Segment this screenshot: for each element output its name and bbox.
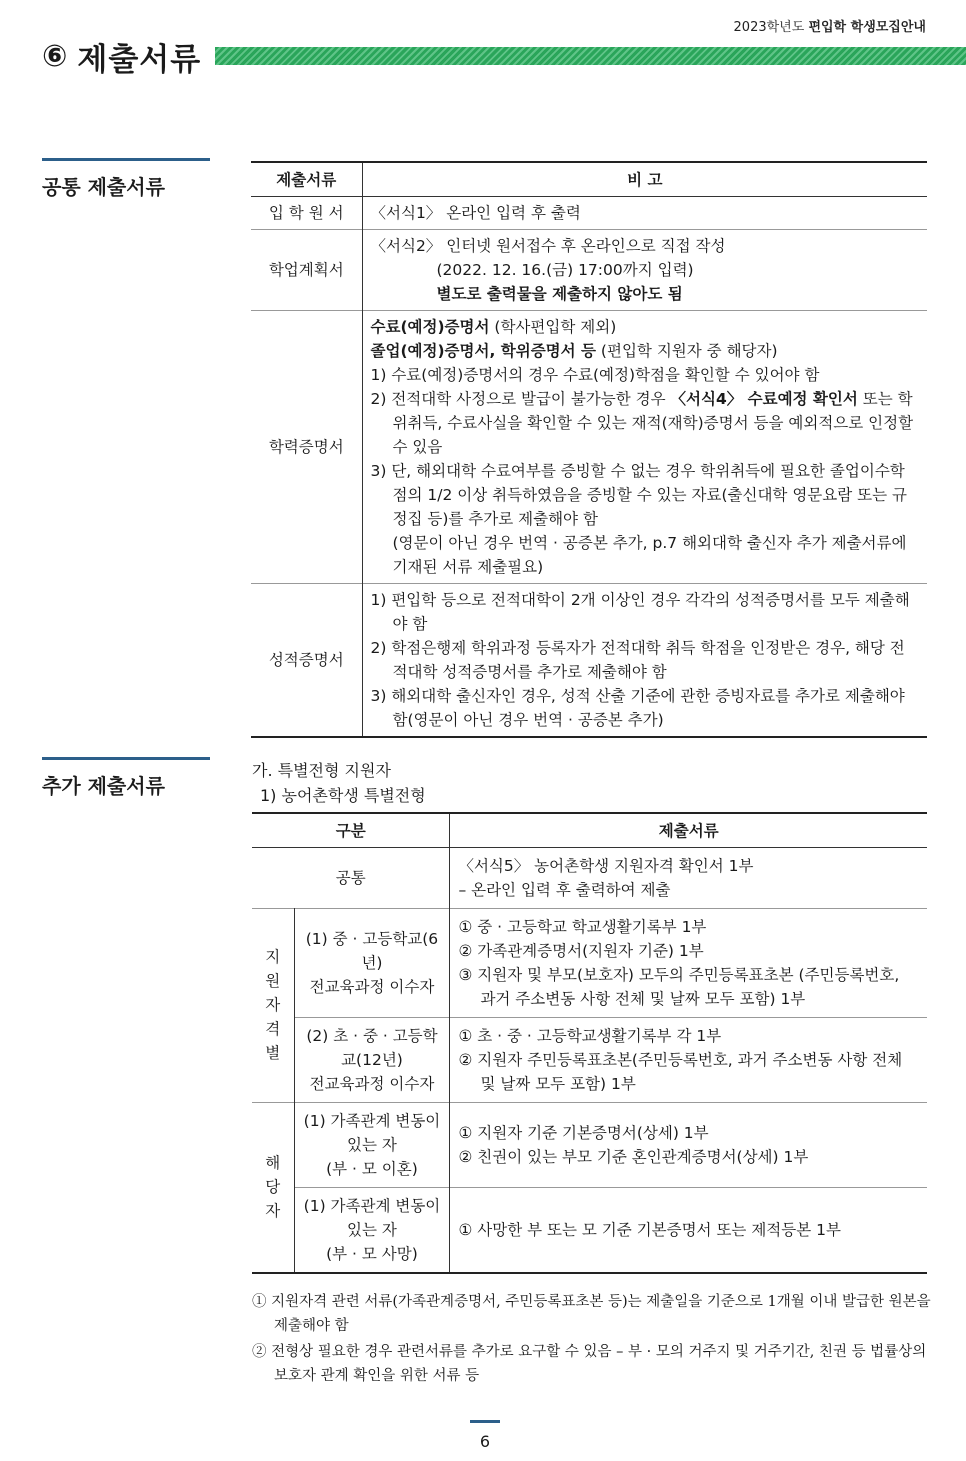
additional-subheadings [252,758,426,808]
category-cell [294,1017,450,1102]
category-line: (1) 중 · 고등학교(6년) [305,929,439,972]
vertical-char: 지 [265,948,281,966]
vertical-char: 해 [265,1154,281,1172]
remark-text: (편입학 지원자 중 해당자) [596,341,778,360]
doc-line: ② 가족관계증명서(지원자 기준) 1부 [458,941,704,960]
remark-bold: 〈서식4〉 수료예정 확인서 [670,389,858,408]
remark-line: 〈서식2〉 인터넷 원서접수 후 온라인으로 직접 작성 [370,236,726,255]
doc-name: 입 학 원 서 [251,196,362,229]
doc-line: ① 초 · 중 · 고등학교생활기록부 각 1부 [458,1026,722,1045]
table-row [251,583,927,737]
remark-line [371,315,920,339]
doc-name: 성적증명서 [251,583,362,737]
section-title [42,36,966,76]
docs-cell [450,908,927,1017]
subheading-rural: 1) 농어촌학생 특별전형 [260,786,426,805]
vertical-char: 원 [265,972,281,990]
remark-line [371,339,920,363]
doc-line: ① 지원자 기준 기본증명서(상세) 1부 [458,1123,709,1142]
group-label-qualification [252,908,294,1102]
vertical-char: 당 [265,1178,281,1196]
remark-line: (영문이 아닌 경우 번역 · 공증본 추가, p.7 해외대학 출신자 추가 제출서류에 기재된 서류 제출필요) [392,533,907,576]
footnotes [252,1290,932,1390]
table-row [252,908,927,1017]
common-docs-table [251,161,927,738]
remark-text: 2) 전적대학 사정으로 발급이 불가능한 경우 [370,389,671,408]
table-header-row [252,813,927,847]
docs-cell [450,1102,927,1187]
section-title-text: 제출서류 [77,41,202,78]
common-docs-label: 공통 제출서류 [42,158,210,200]
doc-line: ② 지원자 주민등록표초본(주민등록번호, 과거 주소변동 사항 전체 및 날짜 모두 포함) 1부 [458,1050,903,1093]
col-header-category: 구분 [252,813,450,847]
doc-remark [362,196,927,229]
remark-line [371,387,920,459]
doc-name: 학업계획서 [251,229,362,310]
rural-docs-table [252,812,927,1274]
doc-name: 학력증명서 [251,310,362,583]
page-number-rule [470,1420,500,1423]
category-line: 전교육과정 이수자 [309,1074,435,1093]
col-header-docs: 제출서류 [450,813,927,847]
category-common: 공통 [252,847,450,908]
remark-line: 2) 학점은행제 학위과정 등록자가 전적대학 취득 학점을 인정받은 경우, 해당 전적대학 성적증명서를 추가로 제출해야 함 [370,638,905,681]
footnote: ① 지원자격 관련 서류(가족관계증명서, 주민등록표초본 등)는 제출일을 기준으로 1개월 이내 발급한 원본을 제출해야 함 [252,1294,931,1334]
remark-line: 〈서식1〉 온라인 입력 후 출력 [370,203,581,222]
docs-cell [450,1187,927,1273]
remark-bold: 졸업(예정)증명서, 학위증명서 등 [370,341,596,360]
vertical-char: 자 [265,996,281,1014]
doc-line: 〈서식5〉 농어촌학생 지원자격 확인서 1부 [458,856,754,875]
page-number: 6 [479,1432,491,1451]
remark-bold: 수료(예정)증명서 [370,317,490,336]
table-row [251,229,927,310]
doc-line: ① 사망한 부 또는 모 기준 기본증명서 또는 제적등본 1부 [458,1220,841,1239]
category-line: (1) 가족관계 변동이 있는 자 [303,1196,441,1239]
section-number: ⑥ [42,38,68,74]
subheading-special: 가. 특별전형 지원자 [252,761,391,780]
doc-line: ① 중 · 고등학교 학교생활기록부 1부 [458,917,707,936]
remark-line: (2022. 12. 16.(금) 17:00까지 입력) [436,260,694,279]
header-title: 편입학 학생모집안내 [808,20,926,35]
group-label-applicable [252,1102,294,1273]
table-row [252,847,927,908]
footnote: ② 전형상 필요한 경우 관련서류를 추가로 요구할 수 있음 – 부 · 모의 거주지 및 거주기간, 친권 등 법률상의 보호자 관계 확인을 위한 서류 등 [252,1344,927,1384]
category-cell [294,1187,450,1273]
docs-cell [450,1017,927,1102]
category-line: 전교육과정 이수자 [309,977,435,996]
docs-cell [450,847,927,908]
table-row [252,1017,927,1102]
col-header-remarks: 비 고 [362,162,927,196]
doc-line: – 온라인 입력 후 출력하여 제출 [458,880,671,899]
category-cell [294,1102,450,1187]
remark-text: (학사편입학 제외) [489,317,617,336]
category-line: (부 · 모 이혼) [326,1159,418,1178]
remark-line: 1) 수료(예정)증명서의 경우 수료(예정)학점을 확인할 수 있어야 함 [370,365,820,384]
remark-text: 또는 학위취득, 수료사실을 확인할 수 있는 재적(재학)증명서 등을 예외적으로 인정할 수 있음 [392,389,914,456]
doc-line: ② 친권이 있는 부모 기준 혼인관계증명서(상세) 1부 [458,1147,809,1166]
category-line: (2) 초 · 중 · 고등학교(12년) [306,1026,438,1069]
col-header-docs: 제출서류 [251,162,362,196]
doc-remark [362,310,927,583]
vertical-char: 자 [265,1202,281,1220]
remark-line: 3) 해외대학 출신자인 경우, 성적 산출 기준에 관한 증빙자료를 추가로 제출해야 함(영문이 아닌 경우 번역 · 공증본 추가) [370,686,905,729]
remark-line: 1) 편입학 등으로 전적대학이 2개 이상인 경우 각각의 성적증명서를 모두 제출해야 함 [370,590,910,633]
remark-line: 3) 단, 해외대학 수료여부를 증빙할 수 없는 경우 학위취득에 필요한 졸업이수학점의 1/2 이상 취득하였음을 증빙할 수 있는 자료(출신대학 영문요람 또는 규정집 등)를 추가로 제출해야 함 [370,461,907,528]
category-line: (부 · 모 사망) [326,1244,418,1263]
table-row [252,1102,927,1187]
additional-docs-label: 추가 제출서류 [42,757,210,799]
table-header-row [251,162,927,196]
doc-line: ③ 지원자 및 부모(보호자) 모두의 주민등록표초본 (주민등록번호, 과거 주소변동 사항 전체 및 날짜 모두 포함) 1부 [458,965,900,1008]
header-year: 2023학년도 [733,20,805,35]
vertical-char: 격 [265,1020,281,1038]
vertical-char: 별 [265,1044,281,1062]
doc-remark [362,229,927,310]
table-row [251,196,927,229]
table-row [252,1187,927,1273]
running-header [734,16,926,35]
category-line: (1) 가족관계 변동이 있는 자 [303,1111,441,1154]
remark-line: 별도로 출력물을 제출하지 않아도 됨 [436,284,683,303]
title-hatched-bar [215,47,966,65]
doc-remark [362,583,927,737]
category-cell [294,908,450,1017]
table-row [251,310,927,583]
